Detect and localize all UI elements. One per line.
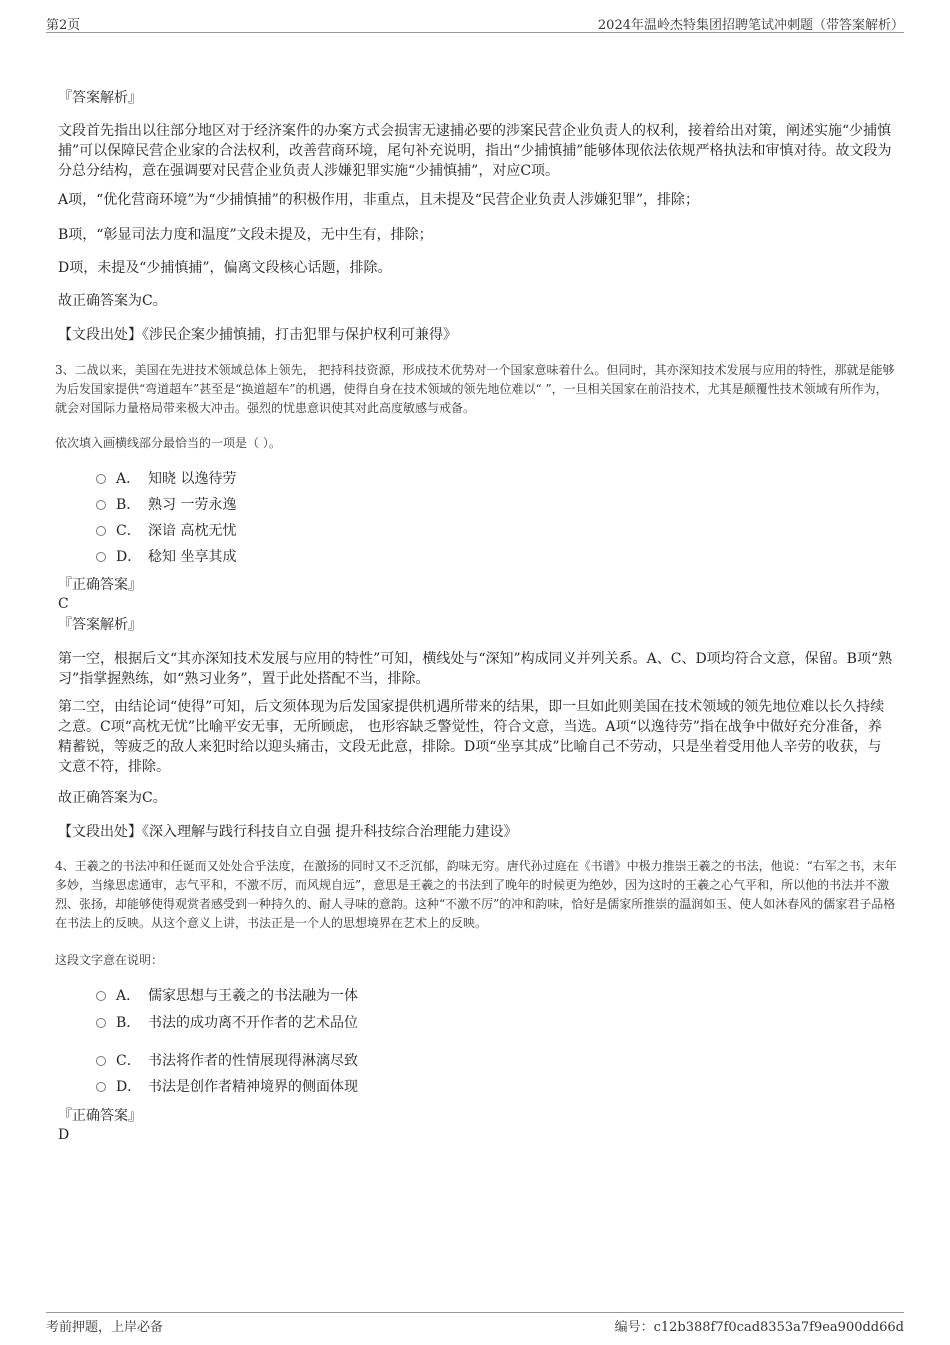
- q2-analysis-option-d: D项，未提及“少捕慎捕”，偏离文段核心话题，排除。: [58, 260, 392, 276]
- option-label: C．: [116, 1053, 141, 1069]
- q2-analysis-label: 『答案解析』: [58, 90, 142, 106]
- q4-answer-label: 『正确答案』: [58, 1108, 142, 1124]
- q4-option-a[interactable]: [96, 986, 358, 1006]
- option-text: 书法将作者的性情展现得淋漓尽致: [148, 1053, 358, 1069]
- option-text: 深谙 高枕无忧: [148, 523, 237, 539]
- q4-stem: 4、王羲之的书法冲和任诞而又处处合乎法度，在激扬的同时又不乏沉郁，韵味无穷。唐代孙过庭在《书谱》中极力推崇王羲之的书法，他说：“右军之书，末年多妙，当缘思虑通审，志气平和，不激不厉，而风规自远”，意思是王羲之的书法到了晚年的时候更为绝妙，因为这时的王羲之心气平和，所以他的书法并不激烈、张扬，却能够使得观赏者感受到一种持久的、耐人寻味的意韵。这种“不激不厉”的冲和韵味，恰好是儒家所推崇的温润如玉、使人如沐春风的儒家君子品格在书法上的反映。从这个意义上讲，书法正是一个人的思想境界在艺术上的反映。: [55, 859, 897, 930]
- q3-stem: 3、二战以来，美国在先进技术领域总体上领先， 把持科技资源，形成技术优势对一个国家意味着什么。但同时，其亦深知技术发展与应用的特性，那就是能够为后发国家提供“弯道超车”甚至是“换道超车”的机遇，使得自身在技术领域的领先地位难以“ ”，一旦相关国家在前沿技术，尤其是颠覆性技术领域有所作为，就会对国际力量格局带来极大冲击。强烈的忧患意识使其对此高度敏感与戒备。: [55, 363, 895, 415]
- q3-analysis-blank1: 第一空，根据后文“其亦深知技术发展与应用的特性”可知，横线处与“深知”构成同义并列关系。A、C、D项均符合文意，保留。B项“熟习”指掌握熟练，如“熟习业务”，置于此处搭配不当，排除。: [58, 651, 893, 687]
- q2-source: 【文段出处】《涉民企案少捕慎捕，打击犯罪与保护权利可兼得》: [58, 327, 457, 343]
- q3-option-a[interactable]: [96, 469, 236, 489]
- option-text: 熟习 一劳永逸: [148, 497, 237, 513]
- q4-answer: D: [58, 1127, 70, 1143]
- option-text: 书法是创作者精神境界的侧面体现: [148, 1079, 358, 1095]
- footer-slogan: 考前押题，上岸必备: [46, 1320, 164, 1335]
- option-label: C．: [116, 523, 141, 539]
- option-label: B．: [116, 1015, 141, 1031]
- option-text: 知晓 以逸待劳: [148, 471, 237, 487]
- page-footer: [46, 1312, 904, 1335]
- q3-option-d[interactable]: [96, 547, 236, 567]
- document-title: 2024年温岭杰特集团招聘笔试冲刺题（带答案解析）: [597, 18, 904, 33]
- q3-answer-label: 『正确答案』: [58, 577, 142, 593]
- radio-icon[interactable]: [96, 1056, 106, 1066]
- option-label: A．: [116, 988, 141, 1004]
- option-label: D．: [116, 1079, 142, 1095]
- q3-option-c[interactable]: [96, 521, 236, 541]
- q2-analysis-option-b: B项，“彰显司法力度和温度”文段未提及，无中生有，排除；: [58, 227, 433, 243]
- radio-icon[interactable]: [96, 1018, 106, 1028]
- radio-icon[interactable]: [96, 526, 106, 536]
- q4-prompt: 这段文字意在说明：: [55, 953, 164, 967]
- page-header: [46, 12, 904, 33]
- option-text: 书法的成功离不开作者的艺术品位: [148, 1015, 358, 1031]
- page-number: 第2页: [46, 18, 81, 33]
- q4-option-b[interactable]: [96, 1013, 358, 1033]
- radio-icon[interactable]: [96, 474, 106, 484]
- q3-answer: C: [58, 596, 69, 612]
- document-id: 编号：c12b388f7f0cad8353a7f9ea900dd66d: [614, 1320, 904, 1335]
- option-text: 儒家思想与王羲之的书法融为一体: [148, 988, 358, 1004]
- q3-analysis-label: 『答案解析』: [58, 617, 142, 633]
- option-label: B．: [116, 497, 141, 513]
- q3-option-b[interactable]: [96, 495, 236, 515]
- option-text: 稔知 坐享其成: [148, 549, 237, 565]
- radio-icon[interactable]: [96, 1082, 106, 1092]
- option-label: D．: [116, 549, 142, 565]
- radio-icon[interactable]: [96, 552, 106, 562]
- q3-analysis-blank2: 第二空，由结论词“使得”可知，后文须体现为后发国家提供机遇所带来的结果，即一旦如此则美国在技术领域的领先地位难以长久持续之意。C项“高枕无忧”比喻平安无事，无所顾虑， 也形容缺乏警觉性，符合文意，当选。A项“以逸待劳”指在战争中做好充分准备，养精蓄锐，等疲乏的敌人来犯时给以迎头痛击，文段无此意，排除。D项“坐享其成”比喻自己不劳动，只是坐着受用他人辛劳的收获，与文意不符，排除。: [58, 699, 885, 775]
- q3-source: 【文段出处】《深入理解与践行科技自立自强 提升科技综合治理能力建设》: [58, 824, 518, 840]
- q4-option-c[interactable]: [96, 1051, 358, 1071]
- q4-option-d[interactable]: [96, 1077, 358, 1097]
- radio-icon[interactable]: [96, 991, 106, 1001]
- q2-analysis-option-a: A项，“优化营商环境”为“少捕慎捕”的积极作用，非重点，且未提及“民营企业负责人涉嫌犯罪”，排除；: [58, 192, 700, 208]
- option-label: A．: [116, 471, 141, 487]
- q2-analysis-paragraph: 文段首先指出以往部分地区对于经济案件的办案方式会损害无逮捕必要的涉案民营企业负责人的权利，接着给出对策，阐述实施“少捕慎捕”可以保障民营企业家的合法权利，改善营商环境，尾句补充说明，指出“少捕慎捕”能够体现依法依规严格执法和审慎对待。故文段为分总分结构，意在强调要对民营企业负责人涉嫌犯罪实施“少捕慎捕”，对应C项。: [58, 123, 892, 179]
- q3-conclusion: 故正确答案为C。: [58, 790, 167, 806]
- q2-conclusion: 故正确答案为C。: [58, 293, 167, 309]
- q3-prompt: 依次填入画横线部分最恰当的一项是（ ）。: [55, 436, 281, 450]
- radio-icon[interactable]: [96, 500, 106, 510]
